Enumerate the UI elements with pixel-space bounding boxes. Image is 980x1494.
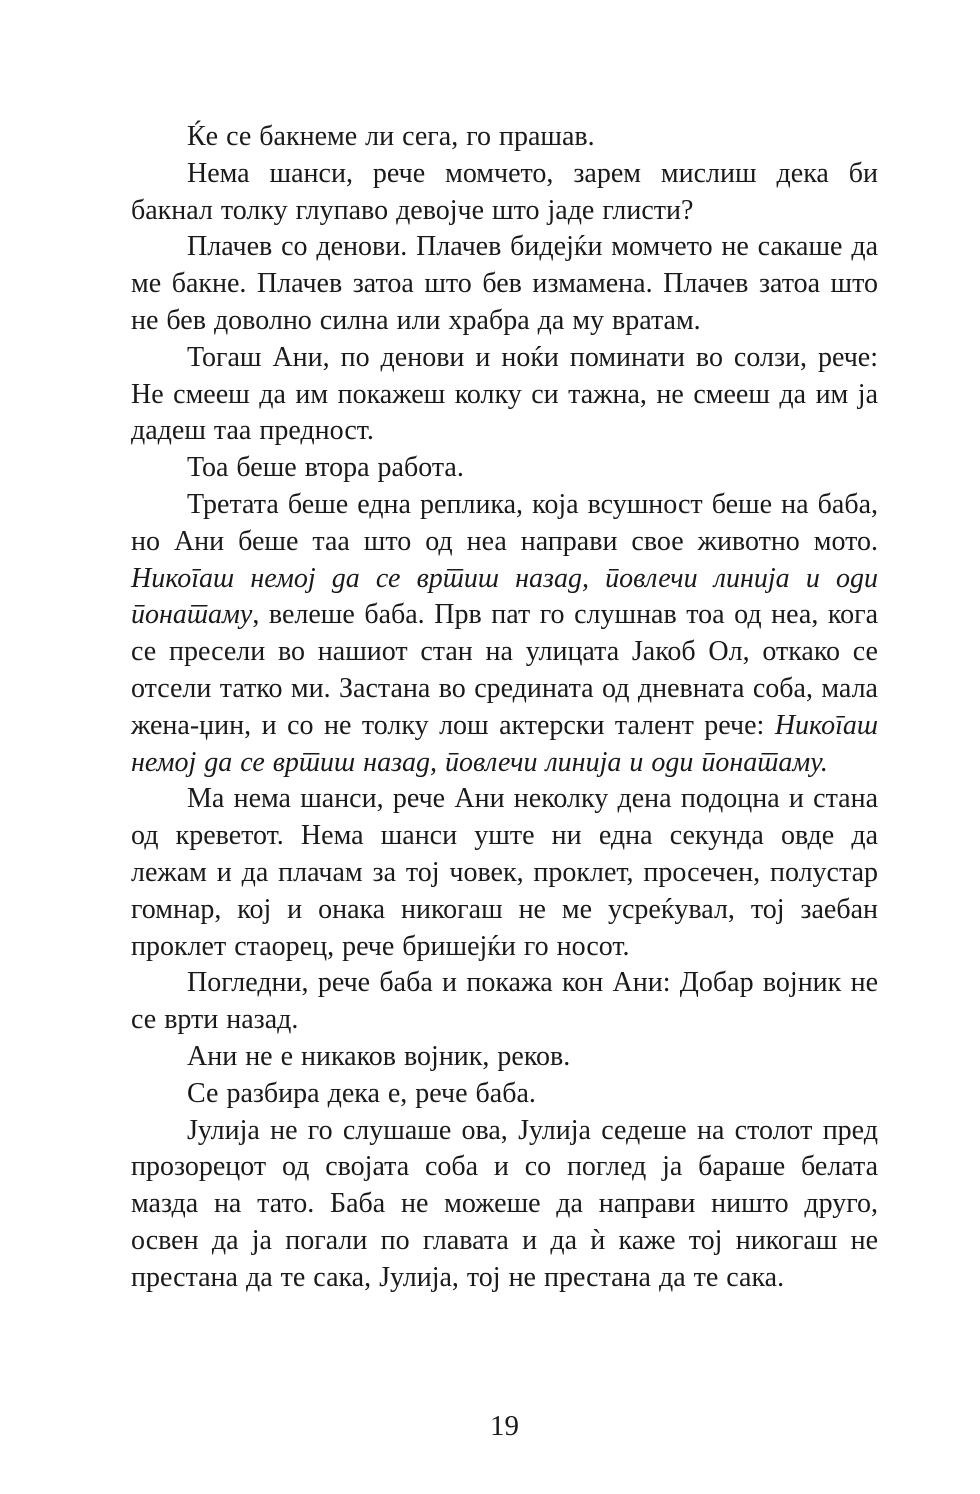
page-number: 19 [490, 1410, 519, 1442]
text-run: Тоа беше втора работа. [187, 452, 464, 484]
text-run: Ќе се бакнеме ли сега, го прашав. [187, 121, 595, 152]
paragraph [131, 229, 878, 339]
paragraph [131, 450, 878, 487]
paragraph [131, 781, 878, 965]
paragraph [131, 340, 878, 450]
text-run: Погледни, рече баба и покажа кон Ани: Добар војник не се врти назад. [131, 967, 878, 1036]
paragraph [131, 1076, 878, 1113]
text-run: Третата беше една реплика, која всушност беше на баба, но Ани беше таа што од неа направи свое животно мото. [131, 488, 878, 557]
text-run: Се разбира дека е, рече баба. [187, 1077, 536, 1109]
italic-text-run: Никогаш немој да се вртиш назад, повлечи линија и оди понатаму [131, 562, 878, 631]
paragraph [131, 156, 878, 230]
text-run: Тогаш Ани, по денови и ноќи поминати во солзи, рече: Не смееш да им покажеш колку си тажна, не смееш да им ја дадеш таа предност. [131, 341, 878, 447]
text-run: Јулија не го слушаше ова, Јулија седеше на столот пред прозорецот од својата соба и со поглед ја бараше белата мазда на тато. Баба не можеше да направи ништо друго, освен да ја погали по главата и да ѝ каже тој никогаш не престана да те сака, Јулија, тој не престана да те сака. [131, 1114, 878, 1293]
page-text [131, 119, 878, 1297]
text-run: Плачев со денови. Плачев бидејќи момчето не сакаше да ме бакне. Плачев затоа што бев измамена. Плачев затоа што не бев доволно силна или храбра да му вратам. [131, 231, 878, 336]
paragraph [131, 487, 878, 781]
text-run: Ани не е никаков војник, реков. [187, 1040, 571, 1072]
text-run: Ма нема шанси, рече Ани неколку дена подоцна и стана од креветот. Нема шанси уште ни една секунда овде да лежам и да плачам за тој човек, проклет, просечен, полустар гомнар, кој и онака никогаш не ме усреќувал, тој заебан проклет стаорец, рече бришејќи го носот. [131, 783, 878, 962]
paragraph [131, 1039, 878, 1076]
italic-text-run: Никогаш немој да се вртиш назад, повлечи линија и оди понатаму. [131, 709, 878, 778]
paragraph [131, 1113, 878, 1297]
text-run: Нема шанси, рече момчето, зарем мислиш дека би бакнал толку глупаво девојче што јаде глисти? [131, 157, 878, 226]
paragraph [131, 965, 878, 1039]
paragraph [131, 119, 878, 156]
page-footer [131, 1408, 878, 1444]
text-run: , велеше баба. Прв пат го слушнав тоа од неа, кога се пресели во нашиот стан на улицата Јакоб Ол, откако се отсели татко ми. Застана во средината од дневната соба, мала жена-џин, и со не толку лош актерски талент рече: [131, 599, 878, 741]
